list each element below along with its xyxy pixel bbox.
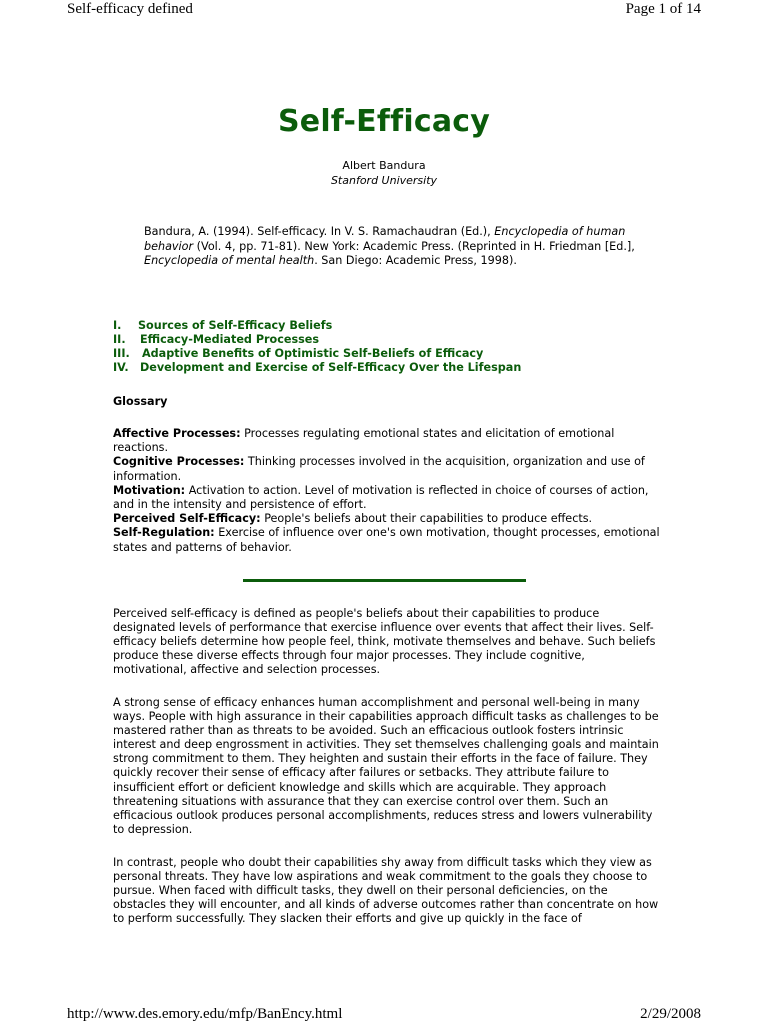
document-title: Self-Efficacy <box>277 104 491 139</box>
glossary-definition: Processes regulating emotional states and elicitation of emotional reactions. <box>113 427 615 455</box>
glossary-definition: Exercise of influence over one's own motivation, thought processes, emotional states and patterns of behavior. <box>113 526 660 554</box>
author-name: Albert Bandura <box>342 159 426 172</box>
print-footer-date: 2/29/2008 <box>640 1006 701 1022</box>
glossary-item <box>113 455 663 483</box>
toc-number: IV. <box>113 361 129 374</box>
glossary-term: Self-Regulation: <box>113 526 215 540</box>
glossary-item <box>113 526 663 554</box>
section-divider <box>243 579 526 582</box>
print-header-page-number: Page 1 of 14 <box>625 1 701 17</box>
citation <box>144 225 644 269</box>
citation-book-1: Encyclopedia of human behavior <box>144 225 626 253</box>
toc-label: Sources of Self-Efficacy Beliefs <box>138 319 333 332</box>
toc-label: Efficacy-Mediated Processes <box>140 333 320 346</box>
toc-label: Adaptive Benefits of Optimistic Self-Beliefs of Efficacy <box>142 347 484 360</box>
toc-link-development[interactable] <box>113 361 521 375</box>
toc-link-adaptive-benefits[interactable] <box>113 347 521 361</box>
print-header-title: Self-efficacy defined <box>67 1 193 17</box>
author-affiliation: Stanford University <box>330 174 438 187</box>
glossary-term: Affective Processes: <box>113 427 241 440</box>
table-of-contents <box>113 319 521 375</box>
glossary-term: Cognitive Processes: <box>113 455 245 469</box>
glossary-item <box>113 512 663 526</box>
body-paragraph: In contrast, people who doubt their capabilities shy away from difficult tasks which they view as personal threats. They have low aspirations and weak commitment to the goals they choose to pursue. When faced with difficult tasks, they dwell on their personal deficiencies, on the obstacles they will encounter, and all kinds of adverse outcomes rather than concentrate on how to perform successfully. They slacken their efforts and give up quickly in the face of <box>113 856 659 926</box>
toc-link-efficacy-mediated[interactable] <box>113 333 521 347</box>
glossary-item <box>113 427 663 455</box>
citation-text-1: Bandura, A. (1994). Self-efficacy. In V. S. Ramachaudran (Ed.), <box>144 225 495 238</box>
body-paragraph: Perceived self-efficacy is defined as people's beliefs about their capabilities to produce designated levels of performance that exercise influence over events that affect their lives. Self-efficacy beliefs determine how people feel, think, motivate themselves and behave. Such beliefs produce these diverse effects through four major processes. They include cognitive, motivational, affective and selection processes. <box>113 607 656 677</box>
citation-text-2: (Vol. 4, pp. 71-81). New York: Academic Press. (Reprinted in H. Friedman [Ed.], <box>193 239 635 253</box>
glossary-definition: Activation to action. Level of motivation is reflected in choice of courses of action, and in the intensity and persistence of effort. <box>113 483 649 512</box>
toc-number: II. <box>113 333 126 346</box>
author-block <box>0 158 768 188</box>
glossary-term: Perceived Self-Efficacy: <box>113 512 261 526</box>
citation-book-2: Encyclopedia of mental health <box>144 254 315 267</box>
print-footer-url: http://www.des.emory.edu/mfp/BanEncy.html <box>67 1006 343 1022</box>
glossary-list <box>113 427 663 555</box>
glossary-definition: People's beliefs about their capabilities to produce effects. <box>264 512 593 526</box>
toc-label: Development and Exercise of Self-Efficacy Over the Lifespan <box>140 361 522 374</box>
glossary-heading: Glossary <box>113 395 168 408</box>
citation-text-3: . San Diego: Academic Press, 1998). <box>314 254 517 267</box>
glossary-definition: Thinking processes involved in the acquisition, organization and use of information. <box>113 455 645 483</box>
toc-link-sources[interactable] <box>113 319 521 333</box>
glossary-item <box>113 484 663 512</box>
toc-number: III. <box>113 347 130 360</box>
glossary-term: Motivation: <box>113 483 186 497</box>
toc-number: I. <box>113 319 122 332</box>
body-paragraph: A strong sense of efficacy enhances human accomplishment and personal well-being in many ways. People with high assurance in their capabilities approach difficult tasks as challenges to be mastered rather than as threats to be avoided. Such an efficacious outlook fosters intrinsic interest and deep engrossment in activities. They set themselves challenging goals and maintain strong commitment to them. They heighten and sustain their efforts in the face of failure. They quickly recover their sense of efficacy after failures or setbacks. They attribute failure to insufficient effort or deficient knowledge and skills which are acquirable. They approach threatening situations with assurance that they can exercise control over them. Such an efficacious outlook produces personal accomplishments, reduces stress and lowers vulnerability to depression. <box>113 696 659 836</box>
